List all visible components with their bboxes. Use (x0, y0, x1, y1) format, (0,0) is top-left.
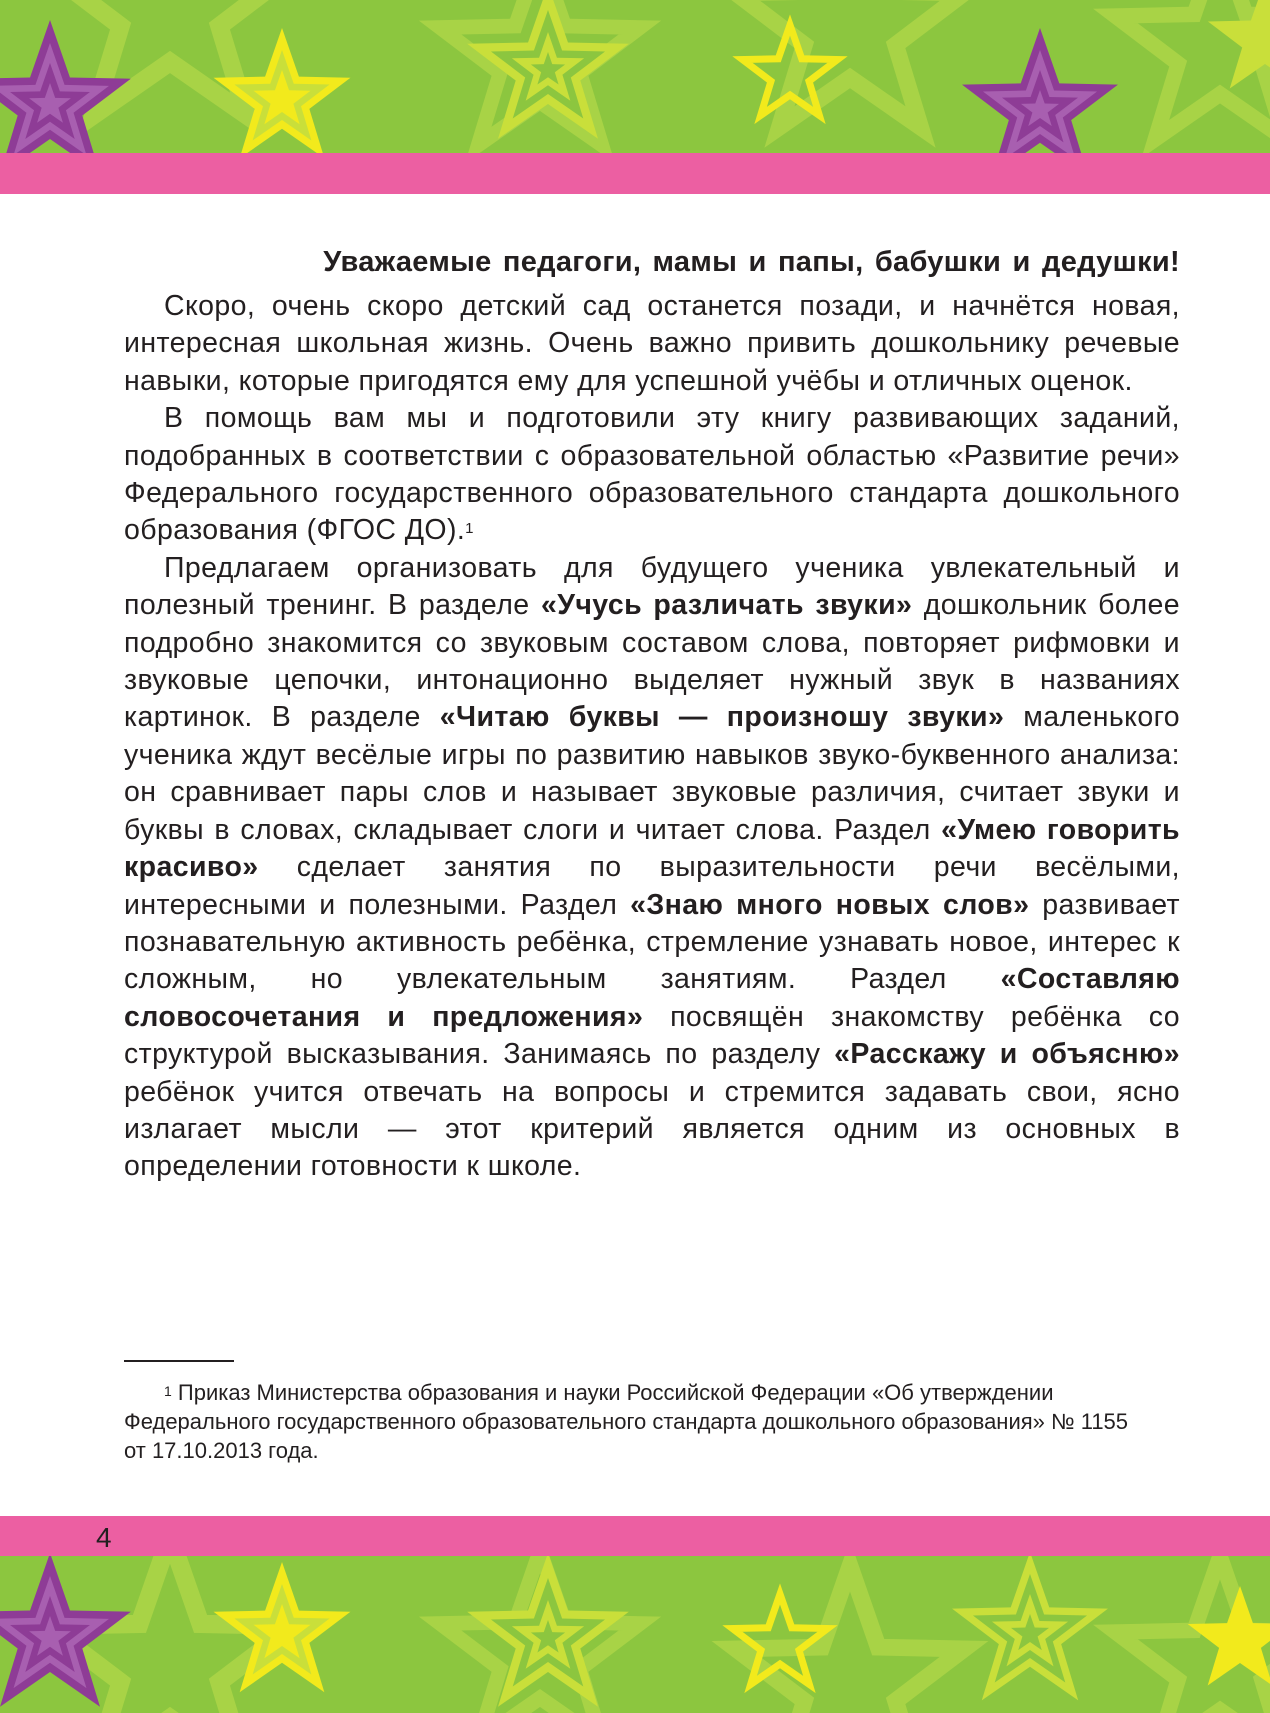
top-decorative-band (0, 0, 1270, 194)
section-name-words: «Знаю много новых слов» (630, 888, 1030, 921)
star-icon (952, 1552, 1108, 1700)
text-run: развивает познавательную активность ребёнка, стремление узнавать новое, интерес к сложным, но увлекательным занятиям. Раздел (124, 888, 1180, 996)
footnote-marker[interactable]: 1 (465, 520, 474, 538)
section-name-letters: «Читаю буквы — произношу звуки» (439, 701, 1005, 734)
text-run: Предлагаем организовать для будущего ученика увлекательный и полезный тренинг. В разделе (124, 551, 1180, 622)
page-number: 4 (96, 1522, 112, 1553)
text-run: маленького ученика ждут весёлые игры по развитию навыков звуко-буквенного анализа: он сравнивает пары слов и называет звуковые различия, считает звуки и буквы в словах, складывает слоги и читает слова. Раздел (124, 701, 1180, 846)
text-run: посвящён знакомству ребёнка со структурой высказывания. Занимаясь по разделу (124, 1000, 1180, 1071)
star-icon (732, 1594, 827, 1684)
paragraph-sections (124, 550, 1180, 1186)
text-run: сделает занятия по выразительности речи весёлыми, интересными и полезными. Раздел (124, 851, 1180, 921)
top-pink-stripe (0, 153, 1270, 194)
footnote (124, 1378, 1140, 1465)
section-name-explain: «Расскажу и объясню» (834, 1038, 1180, 1071)
paragraph-intro: Скоро, очень скоро детский сад останется позади, и начнётся новая, интересная школьная жизнь. Очень важно привить дошкольнику речевые навыки, которые пригодятся ему для успешной учёбы и отличных оценок. (124, 290, 1180, 397)
section-name-sounds: «Учусь различать звуки» (540, 589, 913, 622)
page-heading: Уважаемые педагоги, мамы и папы, бабушки и дедушки! (323, 246, 1180, 278)
section-name-sentences: «Составляю словосочетания и предложения» (124, 963, 1180, 1033)
bottom-pink-stripe (0, 1516, 1270, 1556)
paragraph-book-purpose (124, 400, 1180, 550)
footnote-number: 1 (164, 1383, 172, 1399)
paragraph-book-purpose-text: В помощь вам мы и подготовили эту книгу развивающих заданий, подобранных в соответствии с образовательной областью «Развитие речи» Федерального государственного образовательного стандарта дошкольного образования (ФГОС ДО). (124, 402, 1180, 547)
section-name-speak: «Умею говорить красиво» (124, 813, 1180, 884)
main-content (124, 240, 1180, 1186)
footnote-divider (124, 1360, 234, 1362)
footnote-text: Приказ Министерства образования и науки Российской Федерации «Об утверждении Федерального государственного образовательного стандарта дошкольного образования» № 1155 от 17.10.2013 года. (124, 1380, 1129, 1463)
text-run: ребёнок учится отвечать на вопросы и стремится задавать свои, ясно излагает мысли — этот критерий является одним из основных в определении готовности к школе. (124, 1075, 1180, 1183)
bottom-decorative-band (0, 1516, 1270, 1713)
text-run: дошкольник более подробно знакомится со звуковым составом слова, повторяет рифмовки и звуковые цепочки, интонационно выделяет нужный звук в названиях картинок. В разделе (124, 589, 1180, 734)
